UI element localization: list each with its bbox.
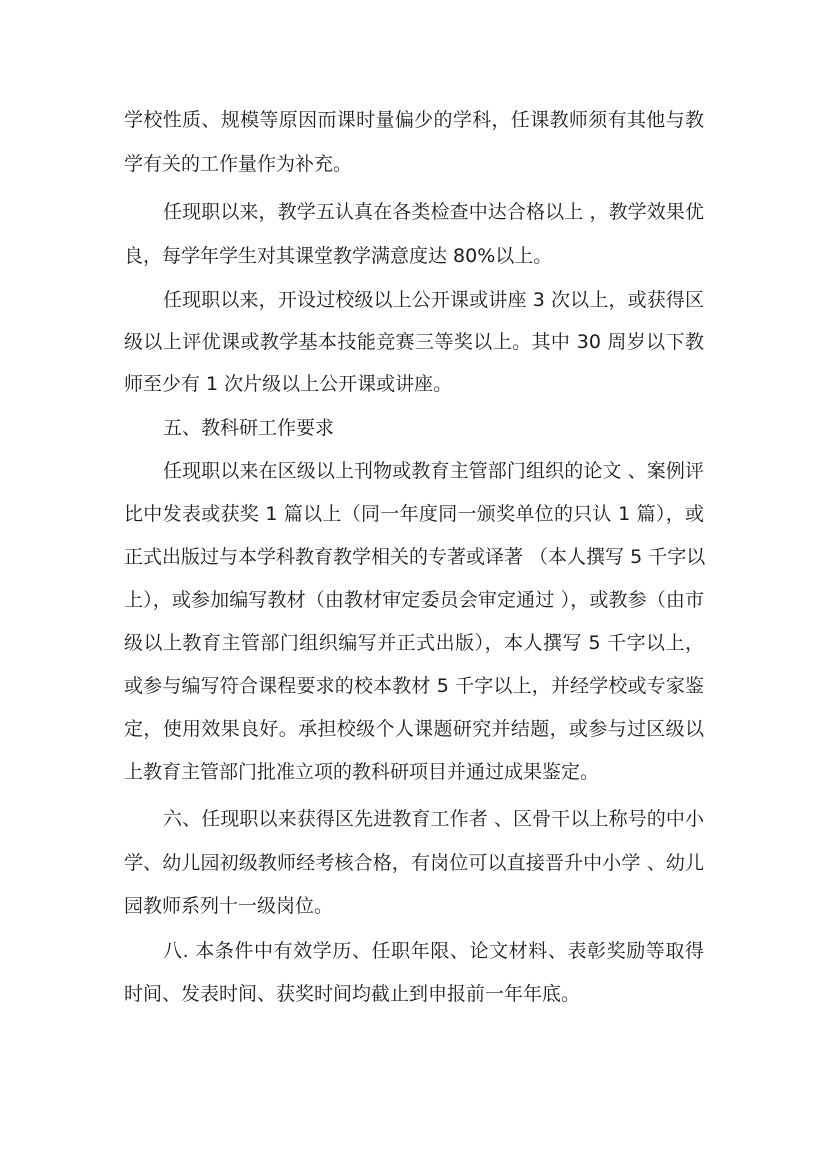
section-heading: 五、教科研工作要求 xyxy=(163,417,335,439)
text-line: 级以上评优课或教学基本技能竞赛三等奖以上。其中 30 周岁以下教 xyxy=(124,331,704,353)
text-line: 或参与编写符合课程要求的校本教材 5 千字以上，并经学校或专家鉴 xyxy=(124,675,704,697)
text-line: 上），或参加编写教材（由教材审定委员会审定通过 ），或教参（由市 xyxy=(124,589,704,611)
text-line: 良，每学年学生对其课堂教学满意度达 80%以上。 xyxy=(124,245,553,267)
text-line: 正式出版过与本学科教育教学相关的专著或译著 （本人撰写 5 千字以 xyxy=(124,546,706,568)
text-line: 级以上教育主管部门组织编写并正式出版），本人撰写 5 千字以上， xyxy=(124,632,704,654)
text-line: 六、任现职以来获得区先进教育工作者 、区骨干以上称号的中小 xyxy=(163,808,704,830)
text-line: 学有关的工作量作为补充。 xyxy=(124,153,353,175)
text-line: 定，使用效果良好。承担校级个人课题研究并结题，或参与过区级以 xyxy=(124,718,704,740)
text-line: 任现职以来，教学五认真在各类检查中达合格以上 ，教学效果优 xyxy=(163,201,704,223)
text-line: 八. 本条件中有效学历、任职年限、论文材料、表彰奖励等取得 xyxy=(163,940,704,962)
text-line: 园教师系列十一级岗位。 xyxy=(124,895,334,917)
text-line: 师至少有 1 次片级以上公开课或讲座。 xyxy=(124,373,453,395)
text-line: 学、幼儿园初级教师经考核合格，有岗位可以直接晋升中小学 、幼儿 xyxy=(124,852,704,874)
text-line: 任现职以来，开设过校级以上公开课或讲座 3 次以上，或获得区 xyxy=(163,289,704,311)
text-line: 上教育主管部门批准立项的教科研项目并通过成果鉴定。 xyxy=(124,761,600,783)
text-line: 时间、发表时间、获奖时间均截止到申报前一年年底。 xyxy=(124,983,581,1005)
text-line: 学校性质、规模等原因而课时量偏少的学科，任课教师须有其他与教 xyxy=(124,109,704,131)
text-line: 比中发表或获奖 1 篇以上（同一年度同一颁奖单位的只认 1 篇），或 xyxy=(124,503,704,525)
text-line: 任现职以来在区级以上刊物或教育主管部门组织的论文 、案例评 xyxy=(163,460,704,482)
